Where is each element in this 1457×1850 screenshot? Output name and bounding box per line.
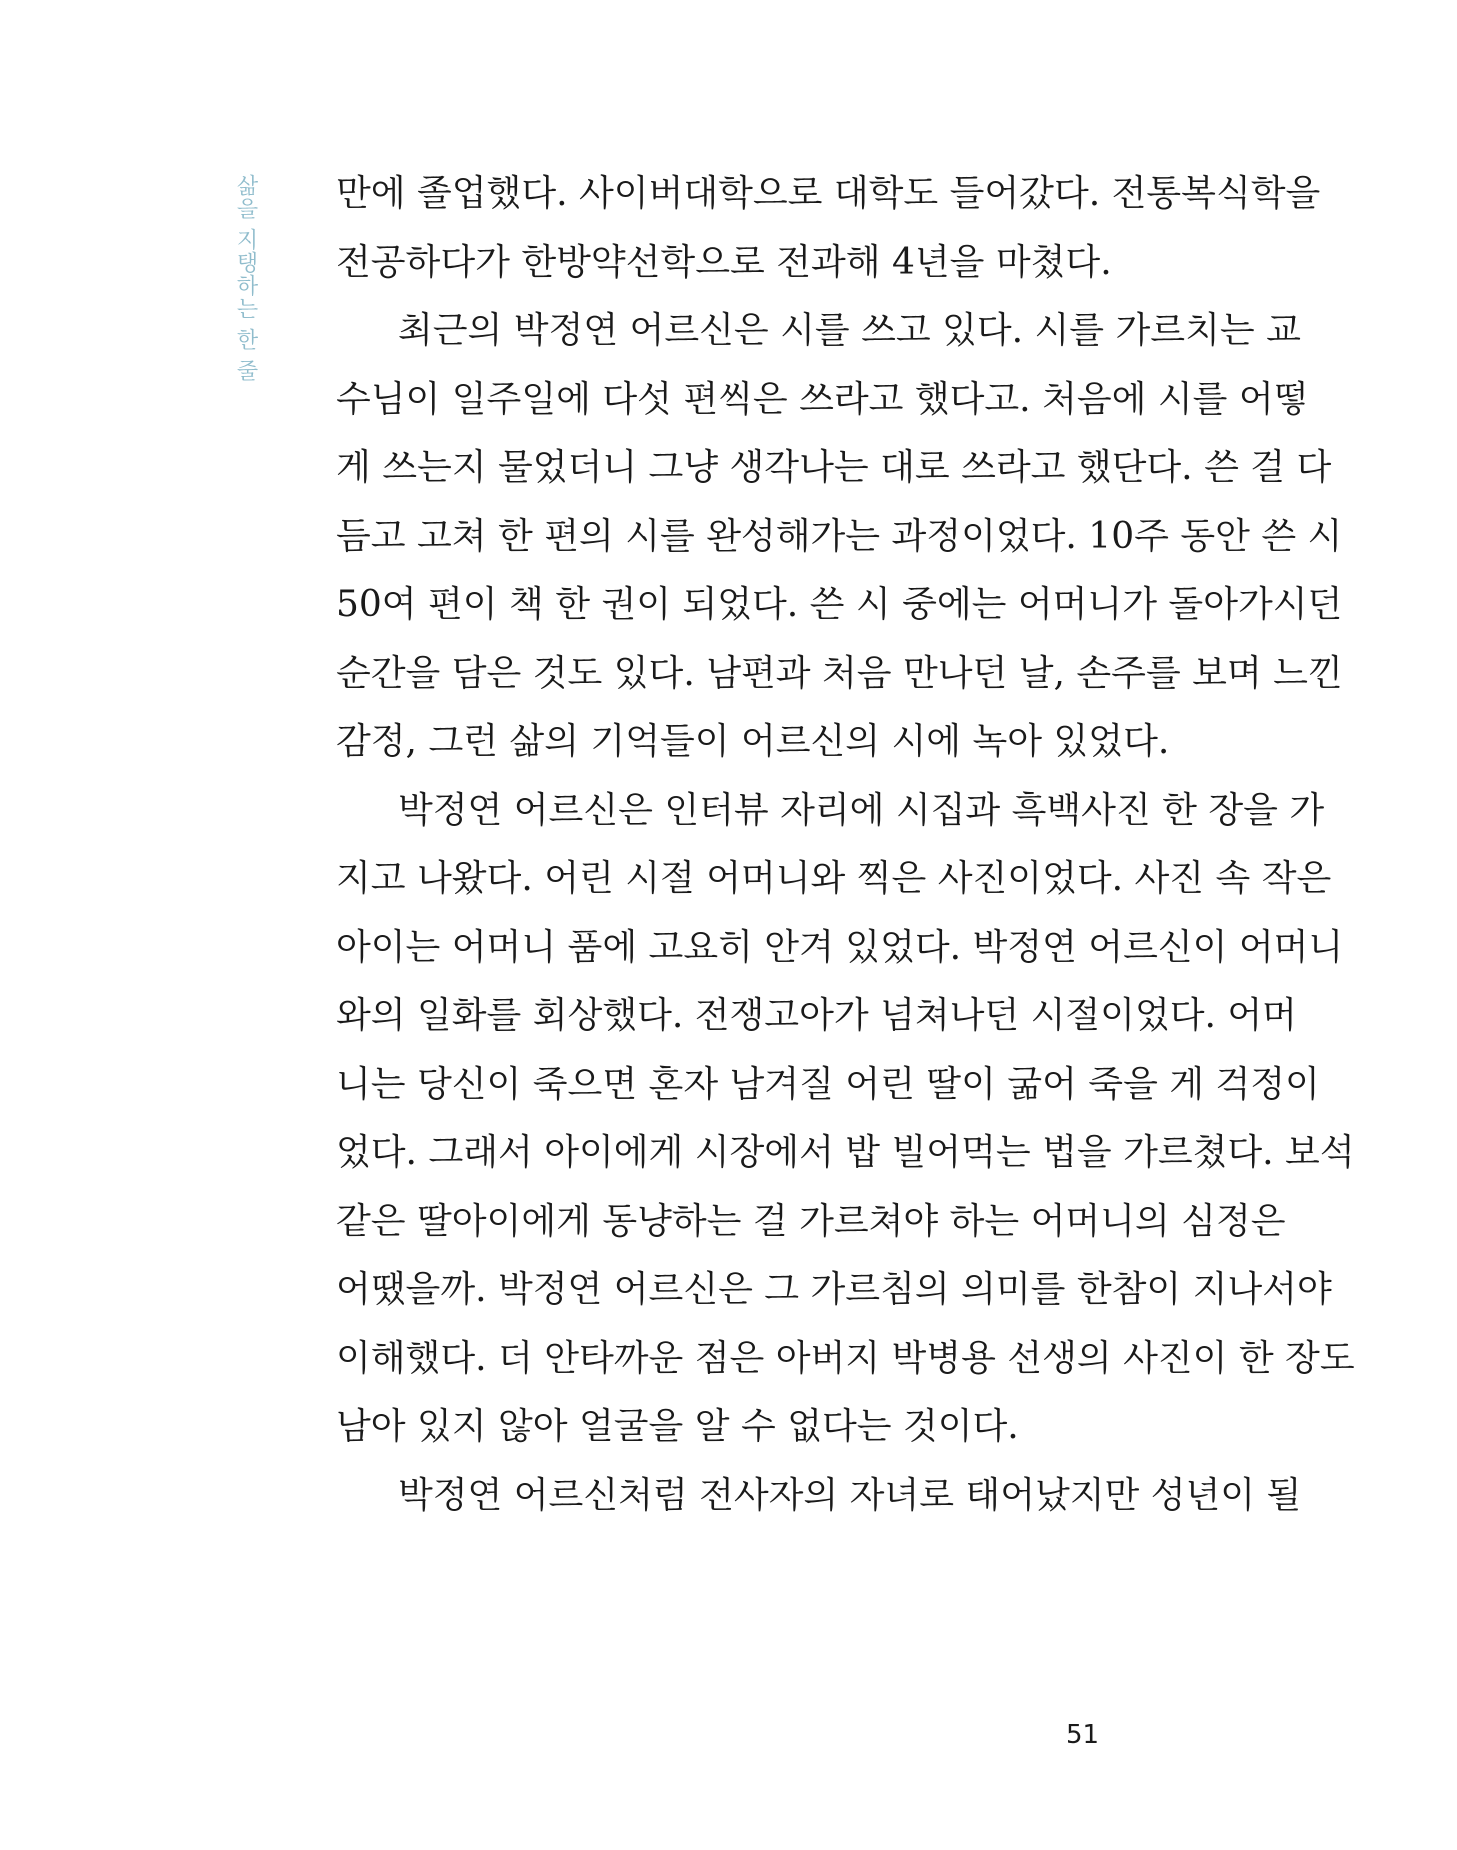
text-line: 박정연 어르신처럼 전사자의 자녀로 태어났지만 성년이 될 <box>398 1474 1302 1516</box>
text-line: 만에 졸업했다. 사이버대학으로 대학도 들어갔다. 전통복식학을 <box>336 173 1321 214</box>
text-line: 최근의 박정연 어르신은 시를 쓰고 있다. 시를 가르치는 교 <box>398 310 1301 351</box>
running-head: 삶을 지탱하는 한 줄 <box>233 174 258 382</box>
text-line: 지고 나왔다. 어린 시절 어머니와 찍은 사진이었다. 사진 속 작은 <box>336 858 1332 899</box>
text-line: 박정연 어르신은 인터뷰 자리에 시집과 흑백사진 한 장을 가 <box>398 789 1325 831</box>
text-line: 감정, 그런 삶의 기억들이 어르신의 시에 녹아 있었다. <box>336 721 1170 762</box>
text-line: 어땠을까. 박정연 어르신은 그 가르침의 의미를 한참이 지나서야 <box>336 1269 1332 1310</box>
text-line: 듬고 고쳐 한 편의 시를 완성해가는 과정이었다. 10주 동안 쓴 시 <box>336 515 1343 557</box>
text-line: 순간을 담은 것도 있다. 남편과 처음 만나던 날, 손주를 보며 느낀 <box>336 652 1343 694</box>
text-line: 니는 당신이 죽으면 혼자 남겨질 어린 딸이 굶어 죽을 게 걱정이 <box>336 1063 1320 1105</box>
text-line: 남아 있지 않아 얼굴을 알 수 없다는 것이다. <box>336 1406 1019 1447</box>
body-text <box>336 160 1355 1530</box>
text-line: 아이는 어머니 품에 고요히 안겨 있었다. 박정연 어르신이 어머니 <box>336 926 1344 968</box>
text-line: 이해했다. 더 안타까운 점은 아버지 박병용 선생의 사진이 한 장도 <box>336 1337 1355 1379</box>
text-line: 같은 딸아이에게 동냥하는 걸 가르쳐야 하는 어머니의 심정은 <box>336 1200 1286 1242</box>
page-number: 51 <box>1066 1720 1100 1750</box>
text-line: 50여 편이 책 한 권이 되었다. 쓴 시 중에는 어머니가 돌아가시던 <box>336 584 1343 625</box>
text-line: 게 쓰는지 물었더니 그냥 생각나는 대로 쓰라고 했단다. 쓴 걸 다 <box>336 447 1332 488</box>
text-line: 수님이 일주일에 다섯 편씩은 쓰라고 했다고. 처음에 시를 어떻 <box>336 378 1309 420</box>
text-line: 었다. 그래서 아이에게 시장에서 밥 빌어먹는 법을 가르쳤다. 보석 <box>336 1132 1355 1173</box>
text-line: 전공하다가 한방약선학으로 전과해 4년을 마쳤다. <box>336 241 1112 283</box>
text-line: 와의 일화를 회상했다. 전쟁고아가 넘쳐나던 시절이었다. 어머 <box>336 995 1297 1036</box>
